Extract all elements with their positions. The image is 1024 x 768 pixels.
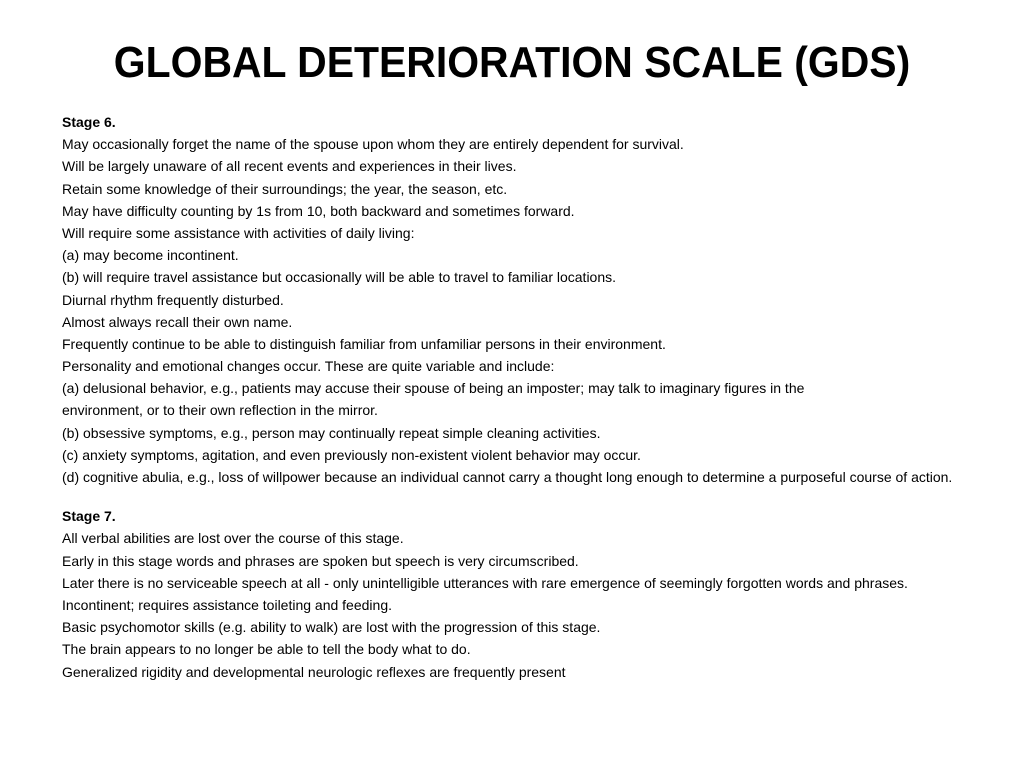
stage-6-line: Will be largely unaware of all recent events and experiences in their lives.	[62, 158, 517, 175]
stage-6-line: Retain some knowledge of their surroundings; the year, the season, etc.	[62, 180, 508, 197]
stage-7-heading: Stage 7.	[62, 508, 116, 525]
stage-6-line: (d) cognitive abulia, e.g., loss of willpower because an individual cannot carry a thought long enough to determine a purposeful course of action.	[62, 469, 953, 485]
stage-7-line: Incontinent; requires assistance toileting and feeding.	[62, 596, 392, 613]
stage-7-line: The brain appears to no longer be able to tell the body what to do.	[62, 641, 471, 658]
stage-7-line: All verbal abilities are lost over the course of this stage.	[62, 530, 404, 547]
stage-7-line: Generalized rigidity and developmental neurologic reflexes are frequently present	[62, 663, 566, 680]
stage-6-line: environment, or to their own reflection in the mirror.	[62, 402, 378, 419]
stage-6-heading: Stage 6.	[62, 114, 116, 130]
stage-6-line: (a) may become incontinent.	[62, 247, 239, 264]
stage-7-line: Early in this stage words and phrases are spoken but speech is very circumscribed.	[62, 552, 579, 569]
stage-6-line: Diurnal rhythm frequently disturbed.	[62, 291, 284, 308]
stage-6-line: Will require some assistance with activities of daily living:	[62, 224, 415, 241]
slide-body	[62, 114, 970, 686]
stage-6-line: (c) anxiety symptoms, agitation, and even previously non-existent violent behavior may occur.	[62, 446, 641, 463]
stage-6-line: (b) will require travel assistance but occasionally will be able to travel to familiar locations.	[62, 269, 617, 286]
section-spacer	[62, 491, 970, 508]
stage-6-line: (b) obsessive symptoms, e.g., person may continually repeat simple cleaning activities.	[62, 424, 601, 441]
stage-7-line: Later there is no serviceable speech at all - only unintelligible utterances with rare emergence of seemingly forgotten words and phrases.	[62, 574, 908, 591]
stage-6-line: May have difficulty counting by 1s from 10, both backward and sometimes forward.	[62, 202, 575, 219]
stage-6-line: Personality and emotional changes occur. These are quite variable and include:	[62, 358, 555, 375]
stage-7-line: Basic psychomotor skills (e.g. ability to walk) are lost with the progression of this stage.	[62, 619, 601, 636]
stage-6-line: Almost always recall their own name.	[62, 313, 293, 330]
stage-6-line: Frequently continue to be able to distinguish familiar from unfamiliar persons in their environment.	[62, 335, 666, 352]
stage-6-line: (a) delusional behavior, e.g., patients may accuse their spouse of being an imposter; may talk to imaginary figures in the	[62, 380, 805, 397]
slide-title: GLOBAL DETERIORATION SCALE (GDS)	[113, 38, 911, 87]
stage-6-line: May occasionally forget the name of the spouse upon whom they are entirely dependent for survival.	[62, 136, 684, 153]
